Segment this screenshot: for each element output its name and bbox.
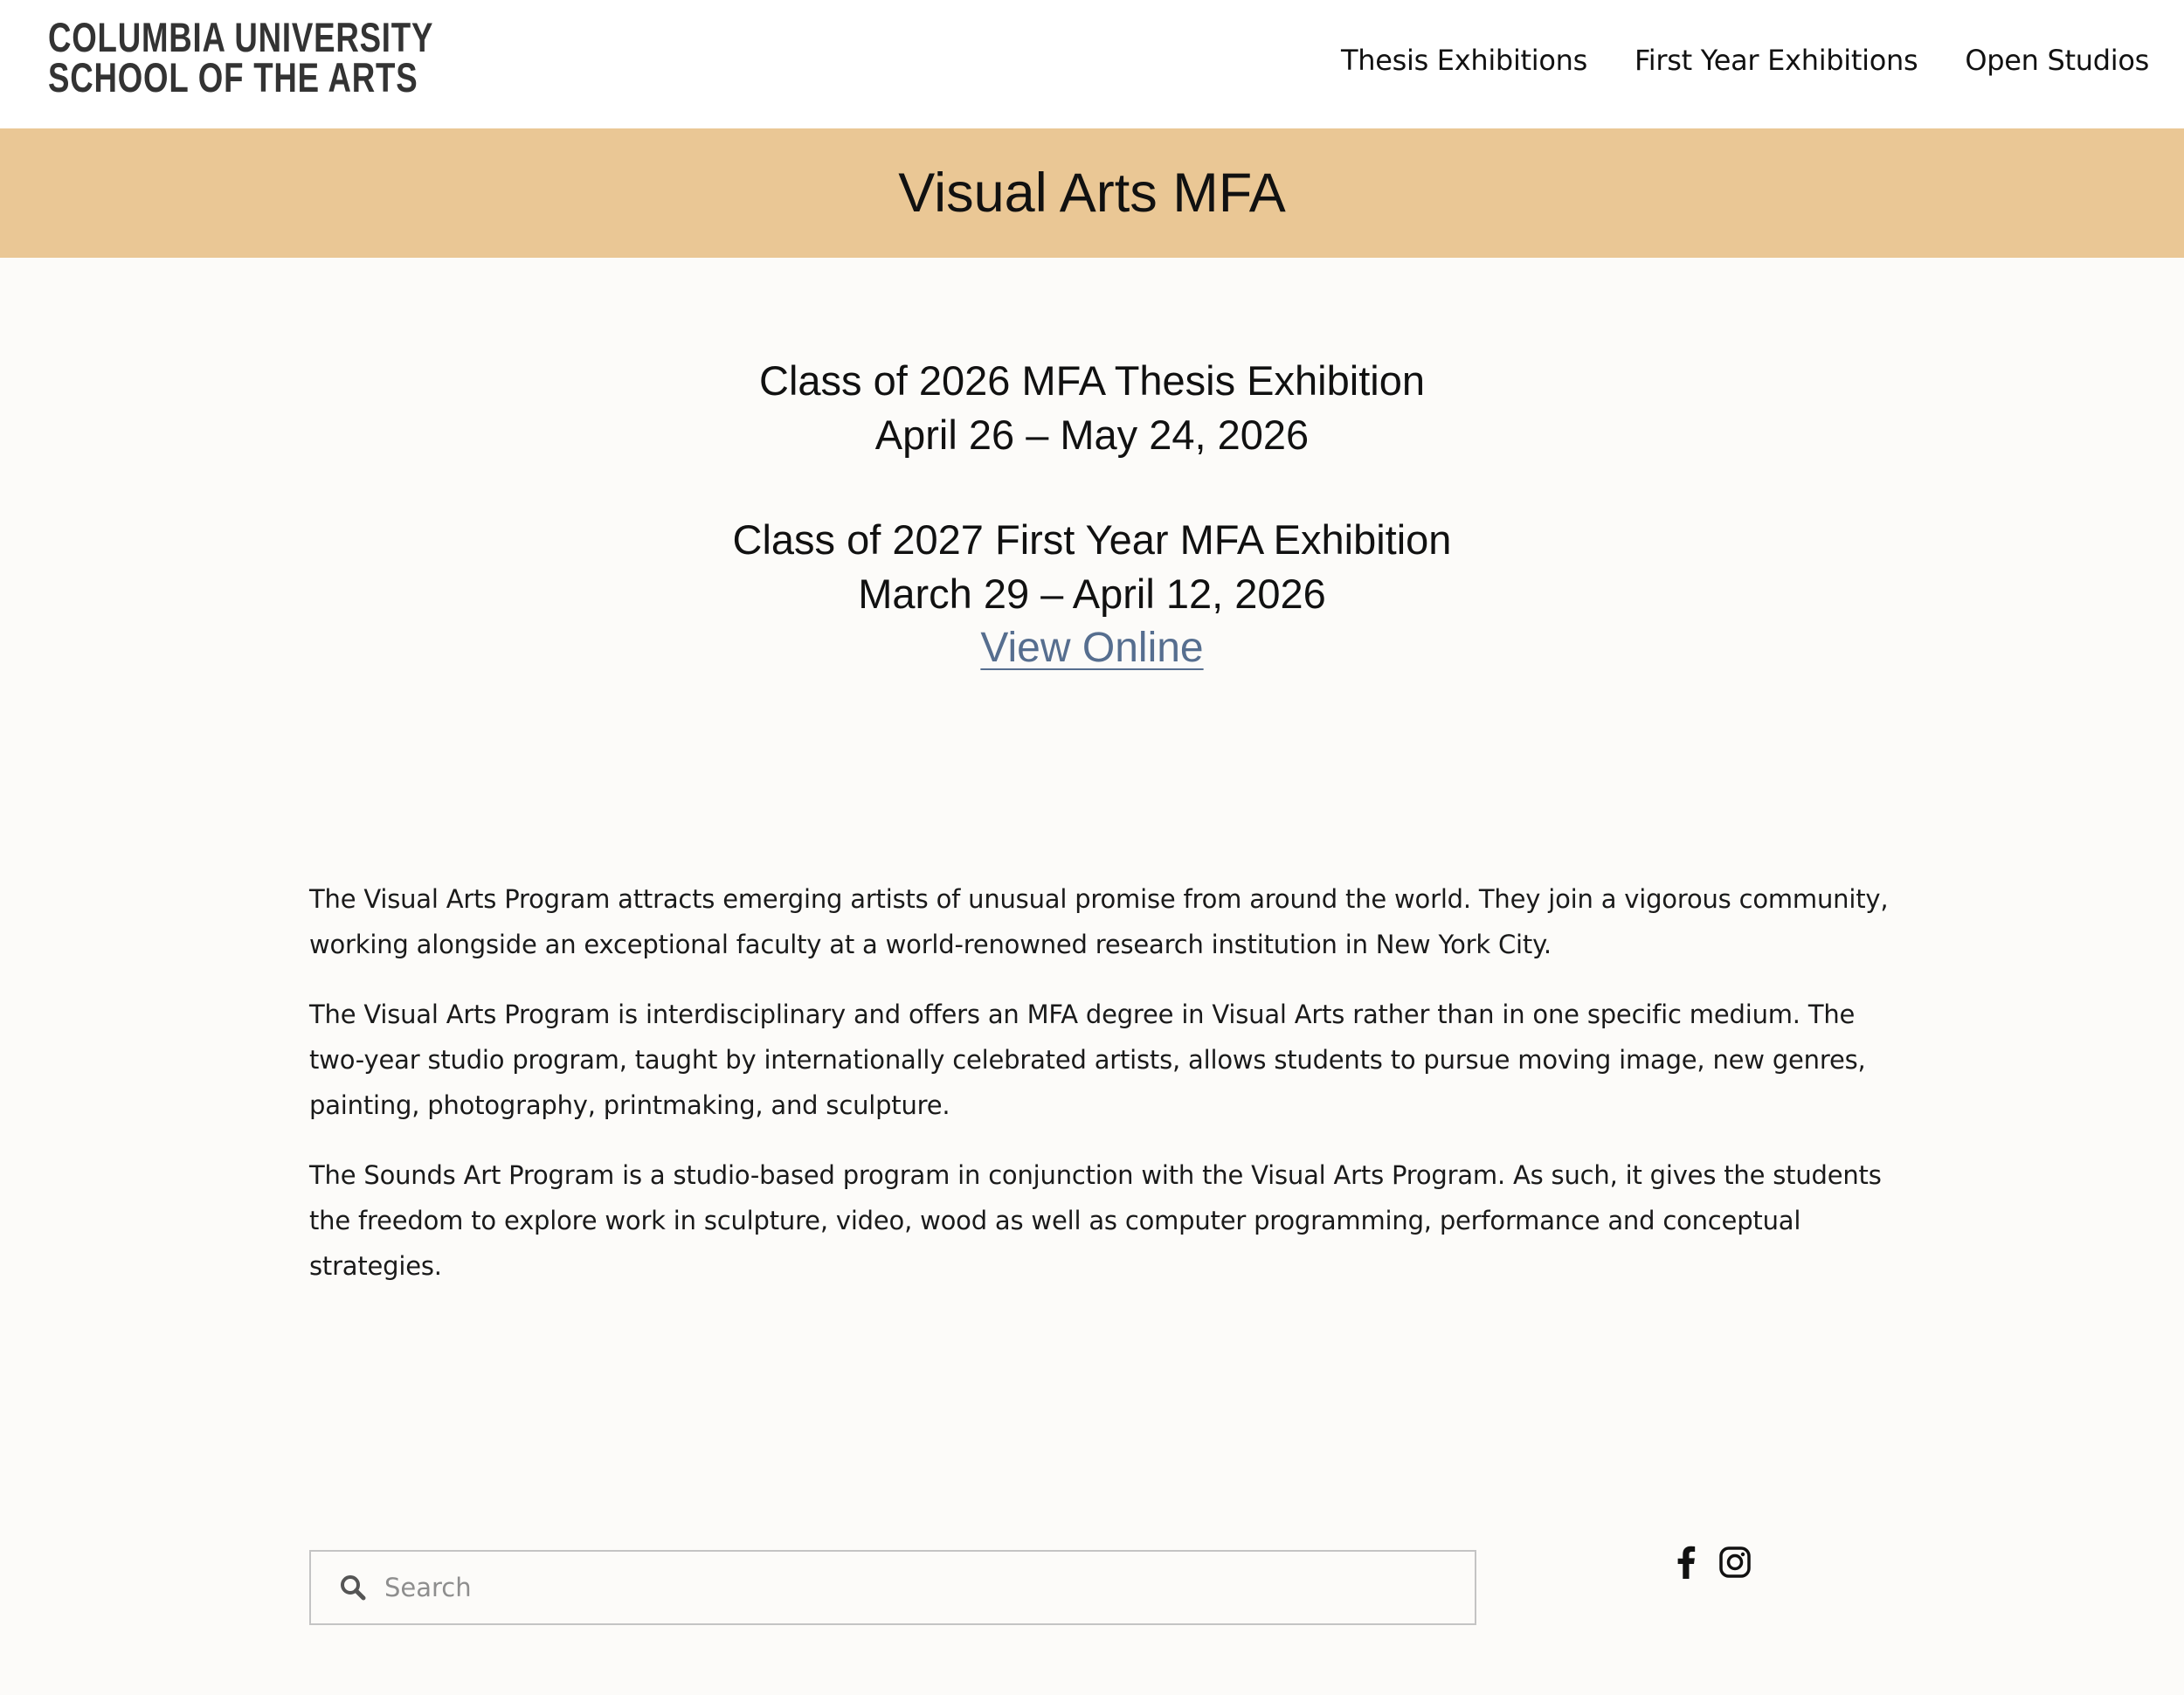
page-title: Visual Arts MFA bbox=[898, 163, 1286, 224]
logo-line-2: SCHOOL OF THE ARTS bbox=[48, 54, 418, 100]
search-icon bbox=[337, 1572, 369, 1603]
nav-thesis-exhibitions[interactable]: Thesis Exhibitions bbox=[1340, 43, 1588, 77]
search-box[interactable] bbox=[309, 1550, 1476, 1625]
thesis-exhibition-dates: April 26 – May 24, 2026 bbox=[874, 412, 1310, 458]
instagram-link[interactable] bbox=[1717, 1546, 1752, 1581]
program-description bbox=[309, 876, 1899, 1313]
social-links bbox=[1669, 1546, 1766, 1581]
view-online-link[interactable]: View Online bbox=[980, 625, 1204, 671]
description-paragraph-2: The Visual Arts Program is interdisciplinary and offers an MFA degree in Visual Arts rather than in one specific medium. The two-year studio program, taught by internationally celebrated artists, allows students to pursue moving image, new genres, painting, photography, printmaking, and sculpture. bbox=[309, 1000, 1866, 1120]
school-logo[interactable] bbox=[48, 14, 543, 100]
instagram-icon bbox=[1718, 1546, 1752, 1583]
logo-line-1: COLUMBIA UNIVERSITY bbox=[48, 14, 434, 60]
page-banner bbox=[0, 128, 2184, 258]
nav-open-studios[interactable]: Open Studios bbox=[1965, 43, 2149, 77]
search-input[interactable] bbox=[383, 1572, 1434, 1603]
site-footer bbox=[0, 1459, 2184, 1695]
site-header bbox=[0, 0, 2184, 128]
facebook-link[interactable] bbox=[1669, 1546, 1704, 1581]
first-year-exhibition-dates: March 29 – April 12, 2026 bbox=[858, 571, 1326, 617]
facebook-icon bbox=[1676, 1546, 1697, 1583]
main-nav bbox=[1294, 0, 2149, 120]
exhibition-spacer bbox=[0, 462, 2184, 513]
thesis-exhibition-title: Class of 2026 MFA Thesis Exhibition bbox=[759, 357, 1425, 404]
description-paragraph-3: The Sounds Art Program is a studio-based program in conjunction with the Visual Arts Program. As such, it gives the students the freedom to explore work in sculpture, video, wood as well as computer programming, performance and conceptual strategies. bbox=[309, 1160, 1882, 1281]
first-year-exhibition-title: Class of 2027 First Year MFA Exhibition bbox=[732, 516, 1452, 563]
description-paragraph-1: The Visual Arts Program attracts emerging artists of unusual promise from around the world. They join a vigorous community, working alongside an exceptional faculty at a world-renowned research institution in New York City. bbox=[309, 884, 1889, 959]
exhibitions-section bbox=[0, 354, 2184, 675]
nav-first-year-exhibitions[interactable]: First Year Exhibitions bbox=[1635, 43, 1918, 77]
